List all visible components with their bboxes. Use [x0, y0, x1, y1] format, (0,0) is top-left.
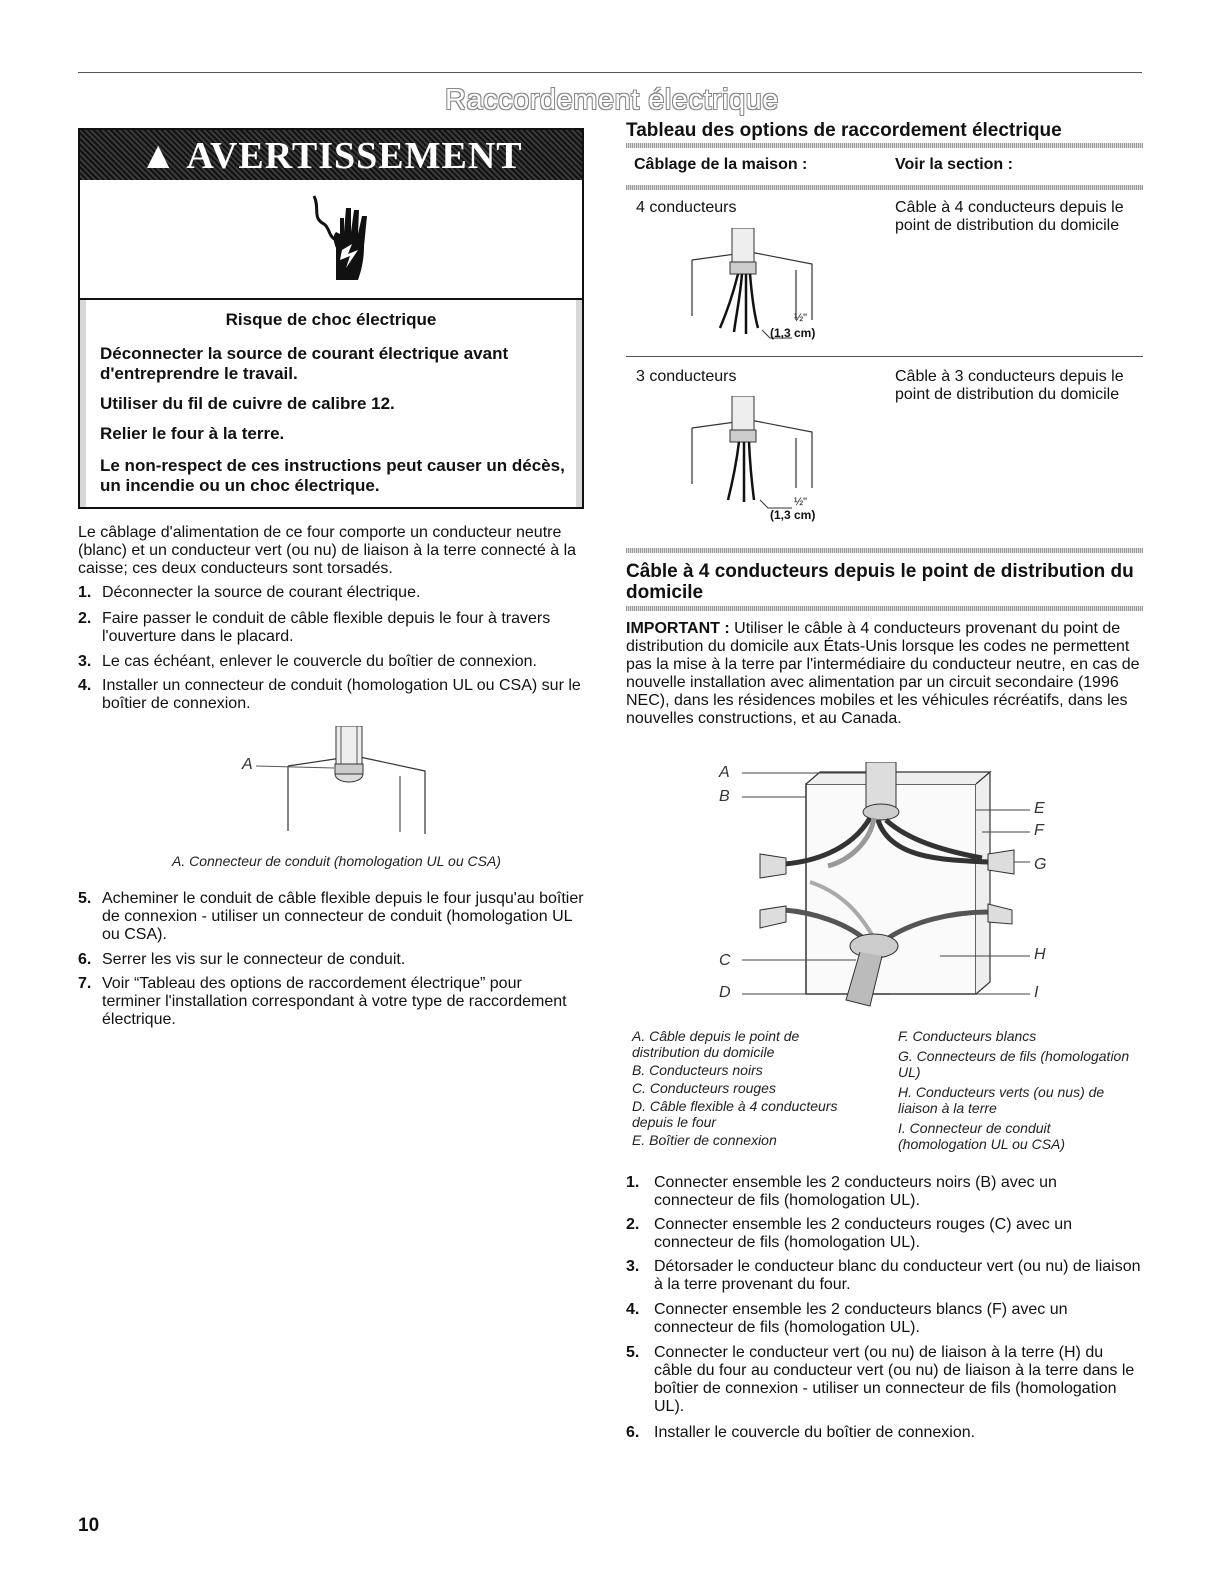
warning-body: [80, 300, 582, 507]
table-cell-wiring: 4 conducteurs: [636, 199, 737, 216]
legend-item: D. Câble flexible à 4 conducteurs depuis le four: [632, 1098, 838, 1130]
diagram-label-a: A: [719, 764, 730, 781]
diagram-label-b: B: [719, 788, 730, 805]
legend-item: F. Conducteurs blancs: [898, 1028, 1037, 1044]
table-cell-section: Câble à 3 conducteurs depuis le point de distribution du domicile: [895, 368, 1124, 403]
warning-line: Déconnecter la source de courant électrique avant d'entreprendre le travail.: [100, 344, 509, 383]
stripe-rule: [626, 548, 1143, 553]
legend-right: [898, 1028, 1138, 1152]
four-wire-figure: [680, 228, 840, 348]
four-wire-connection-diagram: [720, 762, 1060, 1020]
figure-label: A: [242, 756, 253, 773]
legend-item: B. Conducteurs noirs: [632, 1062, 763, 1078]
page-number: 10: [78, 1515, 100, 1536]
page-title: Raccordement électrique: [445, 84, 779, 116]
stripe-rule: [626, 185, 1143, 190]
figure-caption: A. Connecteur de conduit (homologation UL ou CSA): [172, 853, 501, 869]
legend-item: G. Connecteurs de fils (homologation UL): [898, 1048, 1130, 1080]
warning-line: Le non-respect de ces instructions peut causer un décès, un incendie ou un choc électrique.: [100, 456, 565, 495]
intro-paragraph: Le câblage d'alimentation de ce four comporte un conducteur neutre (blanc) et un conducteur vert (ou nu) de liaison à la terre connecté à la caisse; ces deux conducteurs sont torsadés.: [78, 524, 577, 577]
stripe-rule: [626, 606, 1143, 611]
legend-item: E. Boîtier de connexion: [632, 1132, 777, 1148]
conduit-connector-figure: [230, 726, 440, 841]
dimension-cm: (1,3 cm): [770, 508, 816, 522]
warning-box: [78, 128, 584, 509]
table-cell-section: Câble à 4 conducteurs depuis le point de distribution du domicile: [895, 199, 1124, 234]
table-cell-wiring: 3 conducteurs: [636, 368, 737, 385]
table-header-wiring: Câblage de la maison :: [634, 156, 808, 173]
stripe-rule: [626, 143, 1143, 148]
diagram-label-f: F: [1034, 822, 1044, 839]
diagram-label-g: G: [1034, 856, 1047, 873]
table-header-section: Voir la section :: [895, 156, 1013, 173]
legend-item: I. Connecteur de conduit (homologation UL ou CSA): [898, 1120, 1066, 1152]
warning-triangle-icon: ▲: [139, 135, 179, 177]
legend-item: H. Conducteurs verts (ou nus) de liaison à la terre: [898, 1084, 1105, 1116]
warning-subtitle: Risque de choc électrique: [225, 310, 437, 329]
electric-shock-icon: [306, 188, 386, 288]
diagram-label-h: H: [1034, 946, 1046, 963]
diagram-label-e: E: [1034, 800, 1045, 817]
legend-item: C. Conducteurs rouges: [632, 1080, 776, 1096]
dimension-inch: ½": [794, 312, 808, 324]
row-divider: [626, 356, 1143, 357]
diagram-label-d: D: [719, 984, 731, 1001]
table-title: Tableau des options de raccordement électrique: [626, 120, 1062, 141]
warning-header: [80, 130, 582, 180]
legend-item: A. Câble depuis le point de distribution du domicile: [632, 1028, 800, 1060]
warning-title: ▲ AVERTISSEMENT: [139, 135, 523, 177]
three-wire-figure: [680, 396, 840, 516]
important-paragraph: IMPORTANT : Utiliser le câble à 4 conducteurs provenant du point de distribution du domicile aux États-Unis lorsque les codes ne permettent pas la mise à la terre par l'intermédiaire du conducteur neutre, en cas de nouvelle installation avec alimentation par un circuit secondaire (1996 NEC), dans les résidences mobiles et les véhicules récréatifs, dans les nouvelles constructions, et au Canada.: [626, 620, 1140, 727]
legend-left: [632, 1028, 868, 1148]
dimension-inch: ½": [794, 496, 808, 508]
dimension-cm: (1,3 cm): [770, 326, 816, 340]
shock-icon-area: [80, 180, 582, 300]
top-rule: [78, 72, 1142, 73]
diagram-label-i: I: [1034, 984, 1039, 1001]
warning-line: Relier le four à la terre.: [100, 424, 285, 443]
warning-line: Utiliser du fil de cuivre de calibre 12.: [100, 394, 395, 413]
section-heading: Câble à 4 conducteurs depuis le point de distribution du domicile: [626, 561, 1134, 603]
diagram-label-c: C: [719, 952, 731, 969]
